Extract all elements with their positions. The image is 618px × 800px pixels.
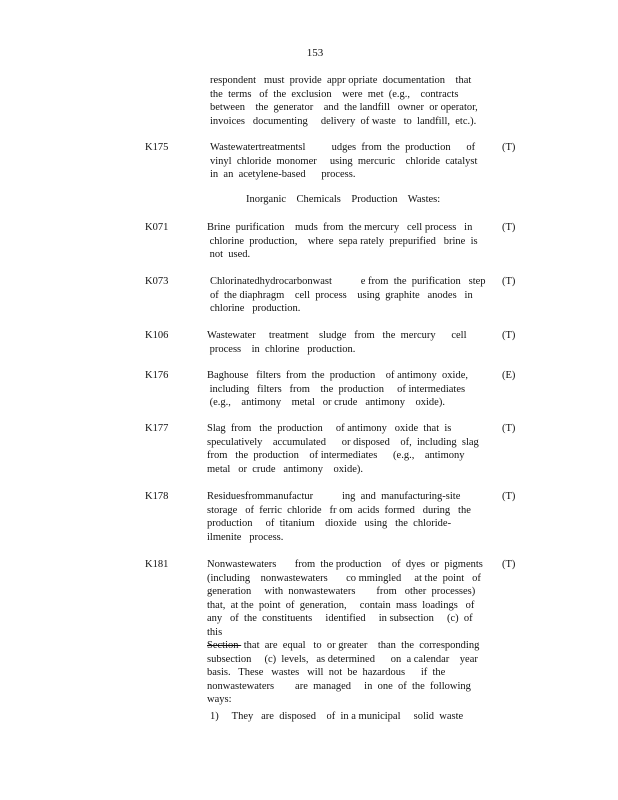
waste-description-k181 (207, 558, 485, 707)
list-item-1: 1) They are disposed of in a municipal solid waste (210, 711, 464, 722)
waste-code-k177: K177 (145, 423, 169, 434)
k181-text-before: Nonwastewaters from the production of dyes or pigments (including nonwastewaters co mmingled at the point of generation with nonwastewaters from other processes) that, at the point of generation, contain mass loadings of any of the constituents identified in subsection (c) of this (207, 559, 483, 638)
hazard-code-k181: (T) (502, 559, 516, 570)
waste-description-k175: Wastewatertreatmentsl udges from the production of vinyl chloride monomer using mercuric chloride catalyst in an acetylene-based process. (210, 142, 478, 180)
hazard-code-k178: (T) (502, 491, 516, 502)
hazard-code-k175: (T) (502, 142, 516, 153)
waste-description-k071: Brine purification muds from the mercury cell process in chlorine production, where sepa rately prepurified brine is not used. (207, 222, 478, 260)
struck-section-word: Section (207, 640, 242, 651)
hazard-code-k073: (T) (502, 276, 516, 287)
hazard-code-k176: (E) (502, 370, 516, 381)
section-subheading: Inorganic Chemicals Production Wastes: (246, 194, 441, 205)
waste-code-k178: K178 (145, 491, 169, 502)
k181-text-after: that are equal to or greater than the corresponding subsection (c) levels, as determined on a calendar year basis. These wastes will not be hazardous if the nonwastewaters are managed in one of the following ways: (207, 640, 480, 705)
waste-code-k175: K175 (145, 142, 169, 153)
waste-code-k073: K073 (145, 276, 169, 287)
waste-description-k177: Slag from the production of antimony oxide that is speculatively accumulated or disposed of, including slag from the production of intermediates (e.g., antimony metal or crude antimony oxide). (207, 423, 479, 475)
waste-code-k176: K176 (145, 370, 169, 381)
waste-code-k071: K071 (145, 222, 169, 233)
waste-description-k178: Residuesfrommanufactur ing and manufacturing-site storage of ferric chloride fr om acids formed during the production of titanium dioxide using the chloride- ilmenite process. (207, 491, 471, 543)
waste-description-k073: Chlorinatedhydrocarbonwast e from the purification step of the diaphragm cell process using graphite anodes in chlorine production. (210, 276, 486, 314)
hazard-code-k177: (T) (502, 423, 516, 434)
waste-description-k106: Wastewater treatment sludge from the mercury cell process in chlorine production. (207, 330, 467, 355)
hazard-code-k071: (T) (502, 222, 516, 233)
hazard-code-k106: (T) (502, 330, 516, 341)
waste-code-k181: K181 (145, 559, 169, 570)
page-number: 153 (306, 47, 324, 59)
waste-description-k176: Baghouse filters from the production of antimony oxide, including filters from the production of intermediates (e.g., antimony metal or crude antimony oxide). (207, 370, 468, 408)
waste-code-k106: K106 (145, 330, 169, 341)
intro-paragraph: respondent must provide appr opriate documentation that the terms of the exclusion were met (e.g., contracts between the generator and the landfill owner or operator, invoices documenting delivery of waste to landfill, etc.). (210, 75, 478, 127)
